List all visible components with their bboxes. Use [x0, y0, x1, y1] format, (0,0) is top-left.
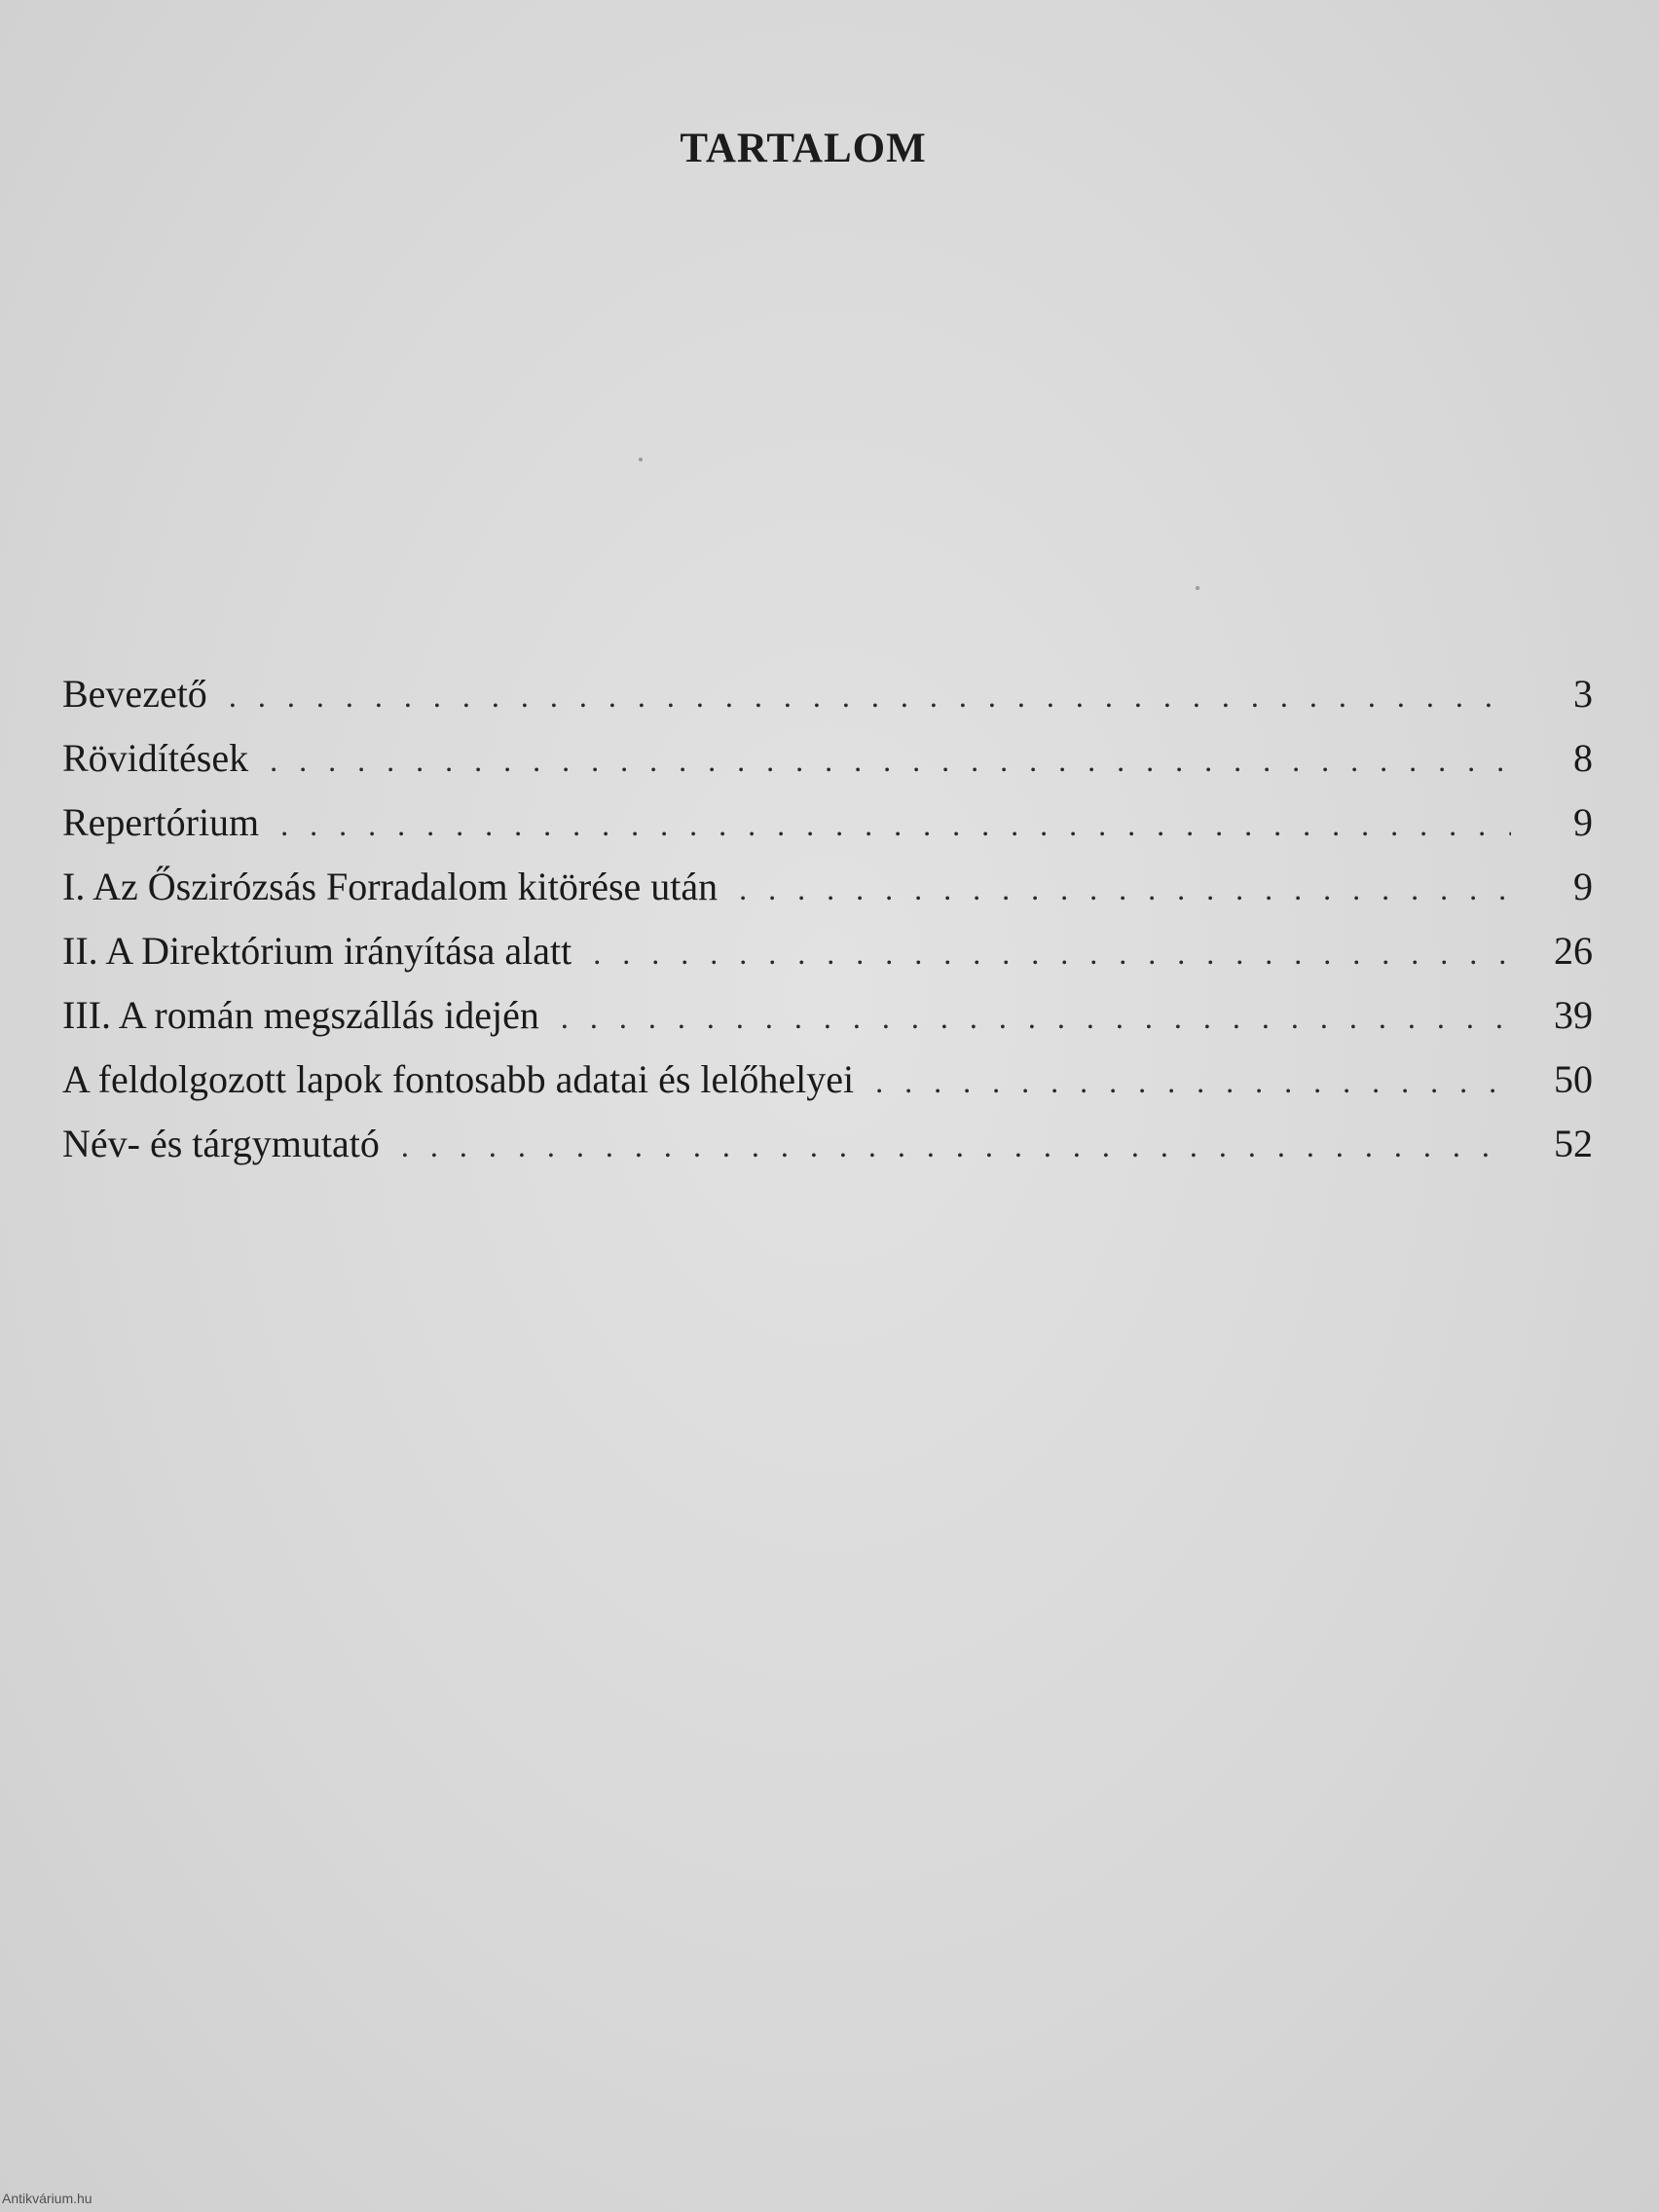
toc-entry-page: 9	[1573, 800, 1593, 844]
toc-entry	[62, 1112, 1593, 1176]
toc-entry-label: III. A román megszállás idején	[62, 993, 539, 1037]
toc-entry-label: Repertórium	[62, 800, 260, 844]
toc-entry-label: II. A Direktórium irányítása alatt	[62, 929, 572, 973]
toc-dot-leader	[739, 857, 1511, 921]
toc-dot-leader	[229, 664, 1511, 728]
paper-speck	[1196, 586, 1199, 590]
toc-dot-leader	[593, 921, 1511, 985]
toc-entry	[62, 855, 1593, 919]
toc-entry-label: A feldolgozott lapok fontosabb adatai és lelőhelyei	[62, 1057, 855, 1101]
toc-dot-leader	[270, 728, 1511, 793]
page-title: TARTALOM	[680, 126, 927, 171]
toc-entry-page: 9	[1573, 865, 1593, 908]
toc-entry	[62, 662, 1593, 726]
toc-entry-page: 26	[1554, 929, 1593, 973]
toc-dot-leader	[875, 1050, 1511, 1114]
toc-entry-page: 50	[1554, 1057, 1593, 1101]
paper-speck	[639, 458, 643, 461]
toc-entry	[62, 726, 1593, 791]
toc-entry	[62, 983, 1593, 1048]
toc-entry-page: 52	[1554, 1122, 1593, 1165]
toc-entry-page: 8	[1573, 736, 1593, 780]
watermark: Antikvárium.hu	[2, 2191, 92, 2206]
toc-entry-page: 39	[1554, 993, 1593, 1037]
toc-entry	[62, 1048, 1593, 1112]
toc-entry-label: Bevezető	[62, 672, 207, 716]
table-of-contents	[62, 662, 1593, 1176]
toc-entry	[62, 791, 1593, 855]
toc-entry-label: Név- és tárgymutató	[62, 1122, 380, 1165]
toc-dot-leader	[561, 985, 1511, 1050]
toc-entry-label: Rövidítések	[62, 736, 249, 780]
toc-entry	[62, 919, 1593, 983]
toc-entry-label: I. Az Őszirózsás Forradalom kitörése után	[62, 865, 719, 908]
toc-dot-leader	[401, 1114, 1511, 1178]
toc-dot-leader	[280, 793, 1511, 857]
toc-entry-page: 3	[1573, 672, 1593, 716]
